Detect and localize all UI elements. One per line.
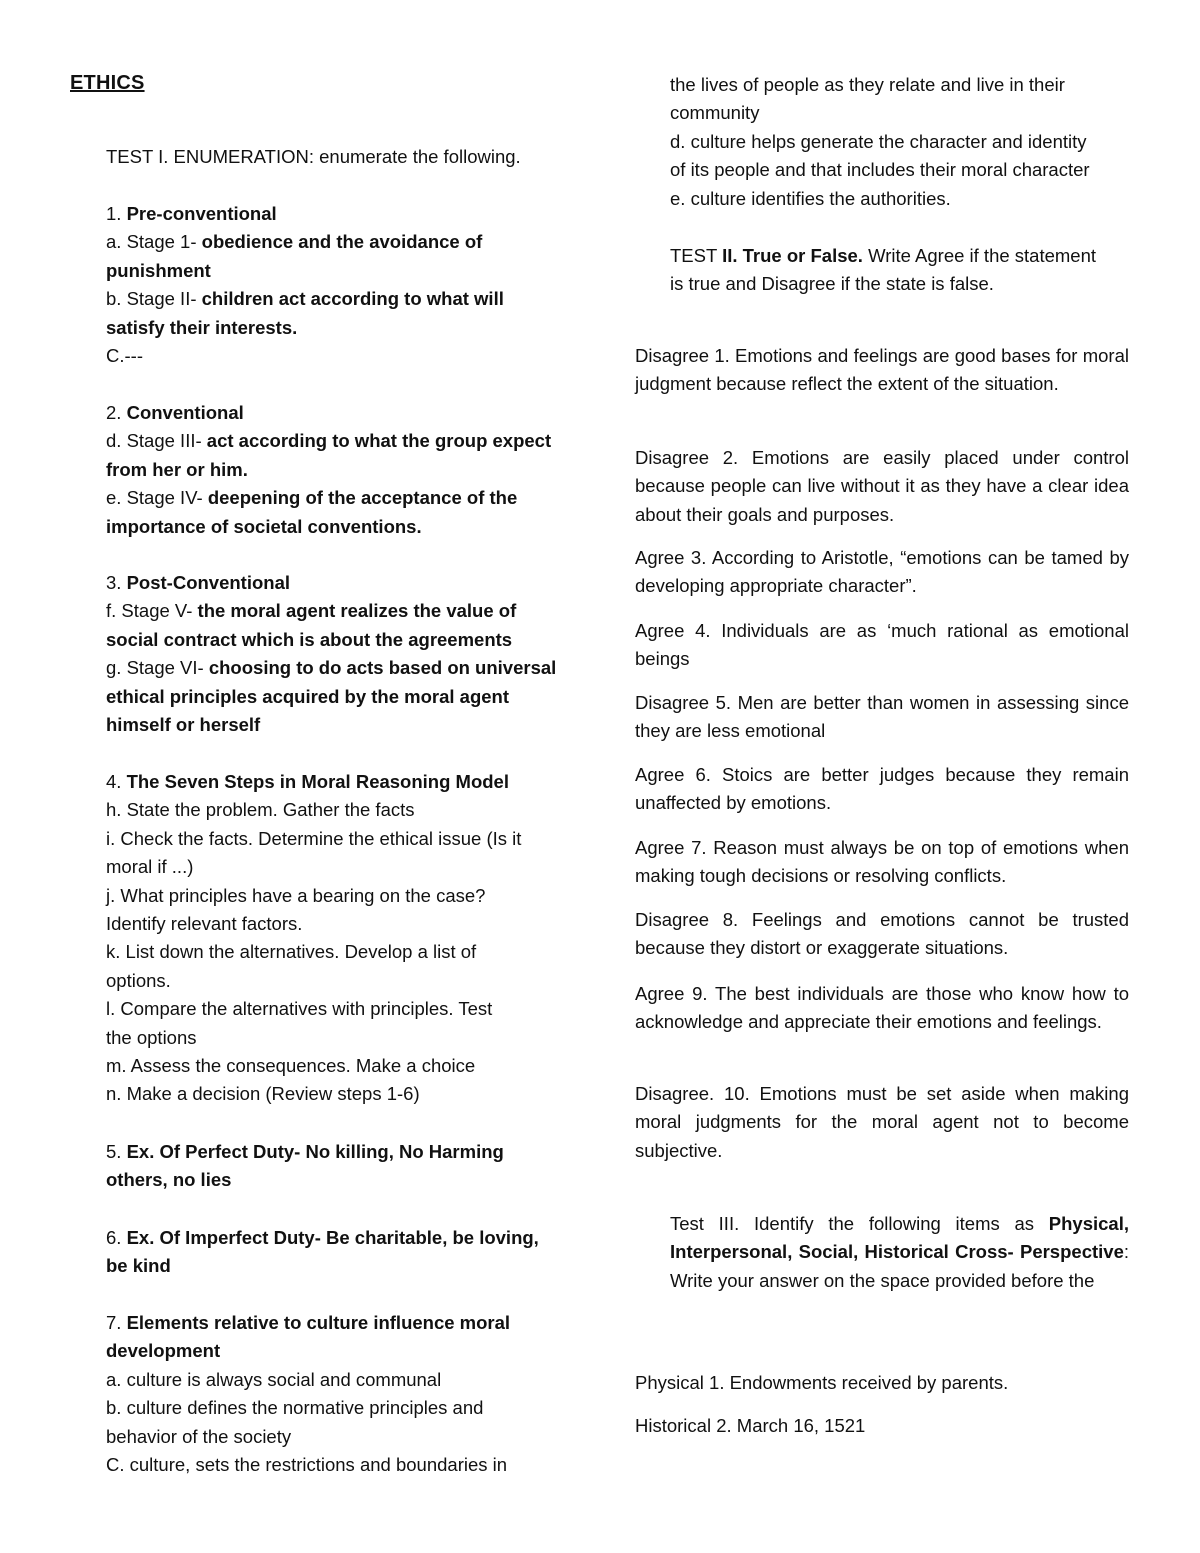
item-3-title: Post-Conventional (126, 572, 290, 593)
step-line: h. State the problem. Gather the facts (106, 799, 415, 821)
true-false-item: Agree 3. According to Aristotle, “emotions can be tamed by developing appropriate character”. (635, 547, 1129, 597)
item-4: 4. The Seven Steps in Moral Reasoning Model h. State the problem. Gather the facts i. Check the facts. Determine the ethical issue (Is it moral if ...) j. What principles have a bearing on the case? Identify relevant factors. k. List down the alternatives. Develop a list of options. l. Compare the alternatives with principles. Test the options m. Assess the consequences. Make a choice n. Make a decision (Review steps 1-6) (106, 768, 574, 1109)
culture-line: e. culture identifies the authorities. (670, 187, 951, 209)
item-6: 6. Ex. Of Imperfect Duty- Be charitable, be loving, be kind (106, 1227, 539, 1277)
item-7: 7. Elements relative to culture influence moral development a. culture is always social and communal b. culture defines the normative principles and behavior of the society C. culture, sets the restrictions and boundaries in (106, 1309, 574, 1479)
step-line: moral if ...) (106, 856, 194, 878)
step-line: options. (106, 969, 171, 991)
culture-line: C. culture, sets the restrictions and boundaries in (106, 1454, 508, 1476)
item-5: 5. Ex. Of Perfect Duty- No killing, No Harming others, no lies (106, 1141, 504, 1191)
true-false-item: Agree 6. Stoics are better judges because they remain unaffected by emotions. (635, 764, 1129, 814)
culture-line: the lives of people as they relate and live in their (670, 74, 1065, 95)
step-line: the options (106, 1026, 197, 1048)
true-false-item: Disagree 2. Emotions are easily placed under control because people can live without it as they have a clear idea about their goals and purposes. (635, 447, 1129, 525)
culture-line: d. culture helps generate the character and identity (670, 130, 1087, 152)
item-7-continued (670, 71, 1129, 213)
true-false-item: Disagree 1. Emotions and feelings are good bases for moral judgment because reflect the extent of the situation. (635, 345, 1129, 395)
culture-line: behavior of the society (106, 1425, 292, 1447)
item-2: 2. Conventional d. Stage III- act according to what the group expect from her or him. e. Stage IV- deepening of the acceptance of the importance of societal conventions. (106, 402, 552, 537)
true-false-item: Disagree. 10. Emotions must be set aside when making moral judgments for the moral agent not to become subjective. (635, 1083, 1129, 1161)
step-line: i. Check the facts. Determine the ethical issue (Is it (106, 827, 522, 849)
document-title: ETHICS (70, 72, 145, 94)
culture-line: a. culture is always social and communal (106, 1368, 442, 1390)
step-line: l. Compare the alternatives with principles. Test (106, 998, 493, 1020)
item-1-title: Pre-conventional (126, 203, 277, 224)
test1-heading: TEST I. ENUMERATION: enumerate the following. (106, 146, 521, 167)
identify-item: Historical 2. March 16, 1521 (635, 1415, 866, 1436)
item-2-title: Conventional (126, 402, 244, 423)
culture-line: of its people and that includes their moral character (670, 159, 1090, 181)
step-line: n. Make a decision (Review steps 1-6) (106, 1083, 420, 1105)
test3-heading: Test III. Identify the following items as Physical, Interpersonal, Social, Historical Cross- Perspective: Write your answer on the space provided before the (670, 1213, 1129, 1291)
identify-item: Physical 1. Endowments received by parents. (635, 1372, 1009, 1393)
item-1: 1. Pre-conventional a. Stage 1- obedience and the avoidance of punishment b. Stage II- children act according to what will satisfy their interests. C.--- (106, 203, 504, 367)
true-false-item: Agree 4. Individuals are as ‘much rational as emotional beings (635, 620, 1129, 670)
true-false-item: Agree 7. Reason must always be on top of emotions when making tough decisions or resolving conflicts. (635, 837, 1129, 887)
culture-line: community (670, 102, 760, 124)
true-false-item: Disagree 8. Feelings and emotions cannot be trusted because they distort or exaggerate situations. (635, 909, 1129, 959)
step-line: j. What principles have a bearing on the case? (106, 884, 486, 906)
test2-heading: TEST II. True or False. Write Agree if the statement is true and Disagree if the state is false. (670, 245, 1097, 295)
step-line: m. Assess the consequences. Make a choice (106, 1055, 476, 1077)
true-false-item: Agree 9. The best individuals are those who know how to acknowledge and appreciate their emotions and feelings. (635, 983, 1129, 1033)
step-line: k. List down the alternatives. Develop a list of (106, 941, 477, 963)
true-false-item: Disagree 5. Men are better than women in assessing since they are less emotional (635, 692, 1129, 742)
item-3: 3. Post-Conventional f. Stage V- the moral agent realizes the value of social contract which is about the agreements g. Stage VI- choosing to do acts based on universal ethical principles acquired by the moral agent himself or herself (106, 572, 557, 736)
culture-line: b. culture defines the normative principles and (106, 1397, 484, 1419)
item-4-title: The Seven Steps in Moral Reasoning Model (126, 771, 509, 792)
step-line: Identify relevant factors. (106, 913, 303, 935)
